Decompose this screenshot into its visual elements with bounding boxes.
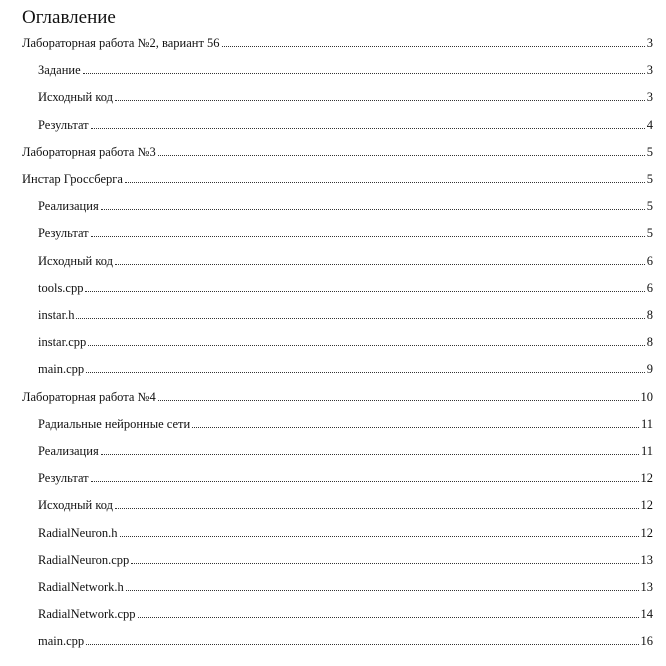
toc-entry-label: instar.cpp: [38, 335, 87, 350]
toc-dot-leader: [86, 372, 645, 373]
toc-page-number: 14: [640, 607, 653, 622]
toc-page-number: 5: [646, 199, 653, 214]
toc-entry[interactable]: [38, 114, 653, 132]
toc-dot-leader: [222, 46, 645, 47]
toc-dot-leader: [85, 291, 644, 292]
toc-title: Оглавление: [22, 7, 116, 28]
toc-entry-label: Лабораторная работа №4: [22, 389, 156, 404]
toc-dot-leader: [101, 454, 639, 455]
toc-dot-leader: [158, 155, 645, 156]
toc-entry-label: Исходный код: [38, 90, 114, 105]
toc-entry-label: Реализация: [38, 444, 99, 458]
toc-entry[interactable]: [38, 522, 653, 540]
toc-dot-leader: [115, 264, 645, 265]
toc-page-number: 9: [646, 362, 653, 377]
toc-page-number: 11: [640, 416, 653, 431]
toc-page-number: 4: [646, 117, 653, 132]
toc-entry[interactable]: [38, 358, 653, 376]
toc-entry[interactable]: [38, 59, 653, 77]
toc-entry[interactable]: [38, 277, 653, 295]
toc-entry-label: RadialNeuron.cpp: [38, 552, 130, 567]
toc-entry-label: Исходный код: [38, 498, 114, 513]
toc-page-number: 6: [646, 280, 653, 295]
toc-entry-label: Радиальные нейронные сети: [38, 416, 191, 431]
toc-dot-leader: [101, 209, 645, 210]
toc-entry[interactable]: [22, 168, 653, 186]
toc-dot-leader: [86, 644, 638, 645]
toc-page-number: 12: [640, 498, 653, 513]
toc-entry-label: RadialNeuron.h: [38, 525, 118, 540]
toc-page-number: 13: [640, 580, 653, 594]
toc-dot-leader: [192, 427, 639, 428]
toc-entry[interactable]: [38, 630, 653, 648]
toc-dot-leader: [91, 128, 645, 129]
toc-entry-label: Результат: [38, 117, 89, 132]
toc-entry[interactable]: [38, 494, 653, 512]
toc-page-number: 5: [646, 172, 653, 186]
toc-entry-label: instar.h: [38, 308, 75, 322]
toc-page-number: 8: [646, 335, 653, 350]
toc-entry[interactable]: [38, 304, 653, 322]
toc-dot-leader: [125, 182, 645, 183]
toc-page-number: 3: [646, 36, 653, 50]
toc-entry[interactable]: [22, 32, 653, 50]
toc-page-number: 13: [640, 552, 653, 567]
toc-dot-leader: [91, 236, 645, 237]
toc-dot-leader: [91, 481, 639, 482]
toc-page-number: 5: [646, 144, 653, 159]
toc-entry[interactable]: [38, 467, 653, 485]
toc-entry[interactable]: [38, 576, 653, 594]
toc-entry[interactable]: [38, 86, 653, 104]
toc-entry-label: Лабораторная работа №2, вариант 56: [22, 36, 220, 50]
toc-entry-label: Инстар Гроссберга: [22, 172, 123, 186]
toc-entry-label: Лабораторная работа №3: [22, 144, 156, 159]
toc-page-number: 10: [640, 389, 653, 404]
toc-entry-label: Задание: [38, 63, 81, 78]
toc-page-number: 12: [640, 471, 653, 486]
toc-page-number: 5: [646, 226, 653, 241]
toc-entry-label: tools.cpp: [38, 280, 84, 295]
toc-dot-leader: [115, 100, 645, 101]
toc-page-number: 8: [646, 308, 653, 322]
toc-entry[interactable]: [22, 386, 653, 404]
toc-entry[interactable]: [38, 331, 653, 349]
toc-entry-label: main.cpp: [38, 634, 85, 649]
toc-page-number: 3: [646, 63, 653, 78]
toc-page-number: 6: [646, 253, 653, 268]
toc-dot-leader: [88, 345, 644, 346]
toc-entry[interactable]: [38, 549, 653, 567]
toc-dot-leader: [83, 73, 645, 74]
toc-entry-label: RadialNetwork.h: [38, 580, 124, 594]
toc-dot-leader: [131, 563, 638, 564]
toc-entry-label: main.cpp: [38, 362, 85, 377]
toc-dot-leader: [115, 508, 638, 509]
toc-dot-leader: [76, 318, 644, 319]
toc-dot-leader: [158, 400, 639, 401]
toc-page-number: 3: [646, 90, 653, 105]
toc-entry[interactable]: [38, 603, 653, 621]
toc-dot-leader: [120, 536, 639, 537]
toc-entry[interactable]: [38, 440, 653, 458]
toc-entry[interactable]: [38, 222, 653, 240]
toc-entry-label: RadialNetwork.cpp: [38, 607, 136, 622]
toc-entry-label: Результат: [38, 226, 89, 241]
toc-entry-label: Исходный код: [38, 253, 114, 268]
toc-dot-leader: [138, 617, 639, 618]
toc-entry-label: Результат: [38, 471, 89, 486]
toc-page-number: 16: [640, 634, 653, 649]
toc-dot-leader: [126, 590, 639, 591]
toc-page-number: 11: [640, 444, 653, 458]
toc-page-number: 12: [640, 525, 653, 540]
toc-entry[interactable]: [38, 250, 653, 268]
toc-entry[interactable]: [22, 141, 653, 159]
toc-entry[interactable]: [38, 413, 653, 431]
toc-entry[interactable]: [38, 195, 653, 213]
toc-entry-label: Реализация: [38, 199, 99, 214]
